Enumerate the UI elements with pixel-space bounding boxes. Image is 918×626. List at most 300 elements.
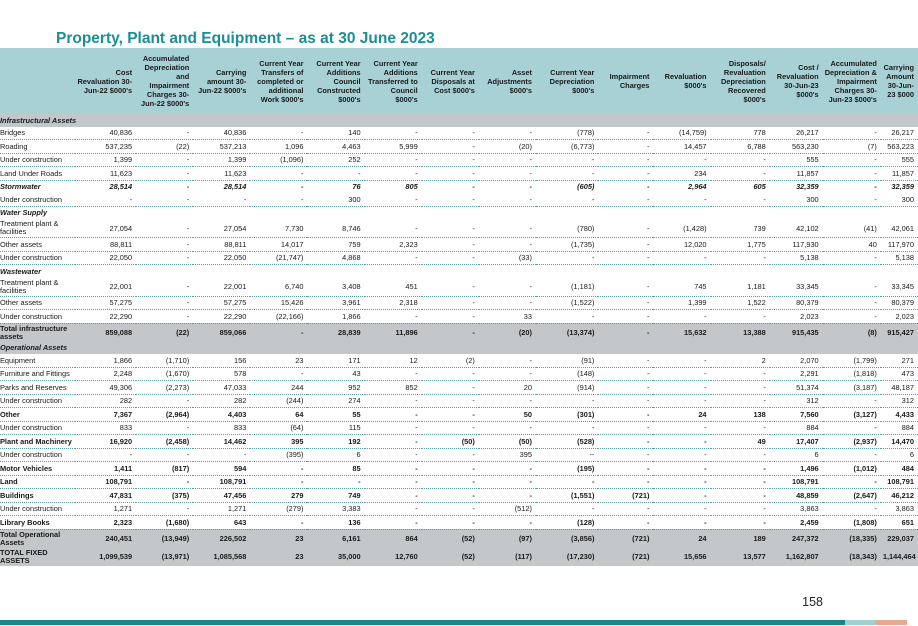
table-cell: 312	[881, 394, 918, 408]
table-cell: 108,791	[770, 475, 823, 489]
table-cell: (22)	[136, 140, 193, 154]
table-cell: -	[711, 516, 770, 530]
table-cell: 395	[250, 435, 307, 449]
table-cell: 5,138	[881, 251, 918, 265]
table-cell: 7,560	[770, 408, 823, 422]
table-cell: (2,937)	[823, 435, 881, 449]
table-cell: -	[479, 354, 536, 367]
table-cell: 852	[365, 381, 422, 395]
table-cell: 1,775	[711, 238, 770, 252]
table-cell: -	[365, 475, 422, 489]
table-cell: (41)	[823, 219, 881, 238]
table-cell: -	[136, 193, 193, 206]
table-cell: (20)	[479, 323, 536, 342]
section-header-row	[0, 265, 918, 278]
table-cell: -	[193, 193, 250, 206]
table-cell: -	[598, 167, 653, 181]
table-cell: 88,811	[75, 238, 136, 252]
table-cell: 5,138	[770, 251, 823, 265]
table-cell: 2,070	[770, 354, 823, 367]
table-cell: -	[823, 251, 881, 265]
table-cell: 271	[881, 354, 918, 367]
table-cell: 140	[307, 127, 364, 140]
table-cell: (50)	[479, 435, 536, 449]
table-cell: -	[136, 394, 193, 408]
table-cell: -	[365, 435, 422, 449]
table-cell: -	[365, 219, 422, 238]
table-cell: (1,670)	[136, 367, 193, 381]
table-cell: -	[823, 475, 881, 489]
table-cell: 229,037	[881, 529, 918, 548]
table-cell: -	[598, 462, 653, 476]
table-cell: (1,735)	[536, 238, 598, 252]
row-label: Plant and Machinery	[0, 435, 75, 449]
table-cell: 274	[307, 394, 364, 408]
table-cell: 605	[753, 182, 766, 192]
table-cell: 22,001	[193, 278, 250, 297]
table-cell: -	[307, 167, 364, 181]
table-cell: -	[653, 367, 710, 381]
table-cell: 759	[307, 238, 364, 252]
table-cell: (1,680)	[136, 516, 193, 530]
table-header-row	[0, 48, 918, 114]
row-label: Bridges	[0, 127, 75, 140]
table-cell: -	[136, 251, 193, 265]
table-cell: 3,863	[770, 502, 823, 516]
table-cell: -	[536, 193, 598, 206]
table-cell: -	[422, 296, 479, 310]
table-cell: 136	[307, 516, 364, 530]
table-cell: 51,374	[770, 381, 823, 395]
table-cell: -	[365, 448, 422, 462]
table-cell: 22,050	[193, 251, 250, 265]
table-cell: (1,710)	[136, 354, 193, 367]
table-cell: 2	[711, 354, 770, 367]
table-cell: 27,054	[75, 219, 136, 238]
table-cell: 651	[881, 516, 918, 530]
table-cell: -	[711, 251, 770, 265]
table-cell: 11,857	[881, 167, 918, 181]
table-cell: 23	[250, 354, 307, 367]
table-cell: 2,323	[75, 516, 136, 530]
table-cell: (2,458)	[136, 435, 193, 449]
table-row	[0, 193, 918, 206]
table-cell: 2,323	[365, 238, 422, 252]
row-label: Treatment plant & facilities	[0, 278, 75, 297]
table-cell: (244)	[250, 394, 307, 408]
table-cell: 14,017	[250, 238, 307, 252]
table-cell: -	[479, 193, 536, 206]
table-cell: -	[422, 421, 479, 435]
table-row	[0, 516, 918, 530]
row-label: Total Operational Assets	[0, 529, 75, 548]
row-label: Other assets	[0, 238, 75, 252]
table-cell: 14,462	[193, 435, 250, 449]
table-cell: (52)	[422, 548, 479, 566]
table-cell: 563,223	[881, 140, 918, 154]
column-header: Current Year Disposals at Cost $000's	[422, 48, 479, 114]
total-row	[0, 323, 918, 342]
table-cell: 1,271	[193, 502, 250, 516]
table-cell: 49	[711, 435, 770, 449]
table-cell: 40,836	[75, 127, 136, 140]
table-cell: 4,868	[307, 251, 364, 265]
row-label: Under construction	[0, 251, 75, 265]
table-cell: 15,426	[250, 296, 307, 310]
table-cell: 7,730	[250, 219, 307, 238]
table-cell: -	[529, 182, 532, 192]
table-cell: 42,102	[770, 219, 823, 238]
table-cell: -	[536, 502, 598, 516]
table-cell: -	[365, 167, 422, 181]
table-cell: -	[711, 462, 770, 476]
table-cell: (3,127)	[823, 408, 881, 422]
table-cell: -	[823, 394, 881, 408]
table-cell: (1,799)	[823, 354, 881, 367]
table-cell: 282	[75, 394, 136, 408]
table-cell: -	[653, 448, 710, 462]
table-cell: (301)	[536, 408, 598, 422]
table-cell: 1,866	[75, 354, 136, 367]
table-cell: -	[598, 310, 653, 324]
row-label: Treatment plant & facilities	[0, 219, 75, 238]
total-row	[0, 548, 918, 566]
table-cell: (1,818)	[823, 367, 881, 381]
table-cell: -	[365, 310, 422, 324]
table-cell: -	[598, 354, 653, 367]
table-cell: -	[136, 238, 193, 252]
table-cell: 5,999	[365, 140, 422, 154]
table-cell: 23	[250, 529, 307, 548]
table-cell: -	[598, 421, 653, 435]
table-cell: -	[653, 502, 710, 516]
table-cell: -	[422, 167, 479, 181]
table-row	[0, 435, 918, 449]
table-cell: 1,399	[75, 153, 136, 167]
table-cell: 1,496	[770, 462, 823, 476]
table-cell: (148)	[536, 367, 598, 381]
table-cell: -	[823, 296, 881, 310]
table-cell: -	[598, 153, 653, 167]
table-cell: 13,388	[711, 323, 770, 342]
table-cell: -	[598, 367, 653, 381]
table-cell: 312	[770, 394, 823, 408]
column-header: Disposals/ Revaluation Depreciation Recovered $000's	[711, 48, 770, 114]
table-cell: 864	[365, 529, 422, 548]
table-cell: (33)	[479, 251, 536, 265]
table-cell: 14,470	[881, 435, 918, 449]
table-cell: (395)	[250, 448, 307, 462]
table-cell: -	[422, 408, 479, 422]
table-cell: -	[422, 502, 479, 516]
table-cell: -	[365, 462, 422, 476]
table-cell: -	[479, 153, 536, 167]
table-cell: -	[479, 219, 536, 238]
table-cell: -	[598, 127, 653, 140]
table-cell: 451	[365, 278, 422, 297]
table-cell: 226,502	[193, 529, 250, 548]
page-number: 158	[802, 595, 823, 609]
table-cell: -	[365, 127, 422, 140]
table-cell: -	[536, 421, 598, 435]
table-cell: -	[598, 251, 653, 265]
table-cell: (13,374)	[536, 323, 598, 342]
table-cell: (13,949)	[136, 529, 193, 548]
table-cell: -	[301, 182, 304, 192]
table-cell: 2,023	[770, 310, 823, 324]
table-cell: 24	[653, 408, 710, 422]
table-cell: -	[136, 421, 193, 435]
table-cell: 85	[307, 462, 364, 476]
table-cell: -	[422, 462, 479, 476]
table-cell: 40	[823, 238, 881, 252]
table-cell: -	[823, 278, 881, 297]
row-label: Motor Vehicles	[0, 462, 75, 476]
table-cell: 50	[479, 408, 536, 422]
table-cell: 47,456	[193, 489, 250, 503]
row-label: Operational Assets	[0, 342, 918, 355]
row-label: Under construction	[0, 448, 75, 462]
table-cell: (50)	[422, 435, 479, 449]
table-cell: -	[479, 238, 536, 252]
table-cell: 739	[711, 219, 770, 238]
table-cell: -	[250, 167, 307, 181]
table-cell: -	[365, 516, 422, 530]
table-cell: (21,747)	[250, 251, 307, 265]
table-cell: -	[479, 475, 536, 489]
table-cell: 33,345	[881, 278, 918, 297]
table-cell: 563,230	[770, 140, 823, 154]
row-label: Other	[0, 408, 75, 422]
table-cell: 117,970	[881, 238, 918, 252]
table-cell: 108,791	[881, 475, 918, 489]
table-cell: 117,930	[770, 238, 823, 252]
table-cell: 171	[307, 354, 364, 367]
row-label: Furniture and Fittings	[0, 367, 75, 381]
table-cell: -	[598, 323, 653, 342]
table-cell: 20	[479, 381, 536, 395]
column-header: Carrying Amount 30-Jun-23 $000	[881, 48, 918, 114]
table-cell: (780)	[536, 219, 598, 238]
table-cell: 13,577	[711, 548, 770, 566]
table-row	[0, 502, 918, 516]
table-cell: -	[711, 475, 770, 489]
table-cell: (64)	[250, 421, 307, 435]
table-cell: 55	[307, 408, 364, 422]
table-cell: 537,235	[75, 140, 136, 154]
table-cell: -	[422, 323, 479, 342]
table-cell: -	[422, 238, 479, 252]
table-cell: -	[536, 475, 598, 489]
table-cell: -	[479, 167, 536, 181]
table-cell: 11,857	[770, 167, 823, 181]
table-cell: 594	[193, 462, 250, 476]
table-cell: (279)	[250, 502, 307, 516]
table-cell: (1,428)	[653, 219, 710, 238]
table-cell: 138	[711, 408, 770, 422]
table-cell: (1,012)	[823, 462, 881, 476]
table-cell: 3,383	[307, 502, 364, 516]
table-cell: -	[422, 278, 479, 297]
table-cell: -	[874, 182, 877, 192]
table-cell: (22)	[136, 323, 193, 342]
table-cell: -	[250, 127, 307, 140]
table-cell: 48,859	[770, 489, 823, 503]
table-cell: -	[711, 367, 770, 381]
table-cell: -	[711, 193, 770, 206]
row-label: Buildings	[0, 489, 75, 503]
table-cell: 28,514	[223, 182, 247, 192]
table-cell: -	[422, 310, 479, 324]
column-header: Current Year Additions Council Constructed $000's	[307, 48, 364, 114]
table-cell: -	[136, 219, 193, 238]
table-cell: 76	[352, 182, 361, 192]
table-cell: -	[598, 435, 653, 449]
table-cell: 1,096	[250, 140, 307, 154]
table-cell: (20)	[479, 140, 536, 154]
table-cell: 28,839	[307, 323, 364, 342]
table-cell: 11,896	[365, 323, 422, 342]
table-cell: 189	[711, 529, 770, 548]
table-cell: 47,033	[193, 381, 250, 395]
table-cell: (17,230)	[536, 548, 598, 566]
table-row	[0, 354, 918, 367]
table-cell: -	[653, 193, 710, 206]
total-row	[0, 529, 918, 548]
table-cell: -	[598, 219, 653, 238]
table-cell: 32,359	[891, 182, 914, 192]
table-cell: 1,399	[193, 153, 250, 167]
table-cell: (2,647)	[823, 489, 881, 503]
table-cell: -	[422, 475, 479, 489]
column-header: Cost / Revaluation 30-Jun-23 $000's	[770, 48, 823, 114]
table-cell: 952	[307, 381, 364, 395]
table-cell: -	[75, 193, 136, 206]
table-cell: -	[479, 462, 536, 476]
table-cell: 473	[881, 367, 918, 381]
table-row	[0, 408, 918, 422]
table-cell: 28,514	[109, 182, 133, 192]
table-cell: -	[653, 462, 710, 476]
table-cell: -	[422, 448, 479, 462]
table-cell: 1,399	[653, 296, 710, 310]
table-cell: 1,085,568	[193, 548, 250, 566]
table-cell: -	[365, 367, 422, 381]
table-cell: -	[479, 296, 536, 310]
table-cell: 395	[479, 448, 536, 462]
table-cell: -	[365, 408, 422, 422]
table-cell: 80,379	[770, 296, 823, 310]
table-cell: 6,788	[711, 140, 770, 154]
table-cell: 16,920	[75, 435, 136, 449]
table-cell: 22,290	[75, 310, 136, 324]
table-cell: --	[536, 448, 598, 462]
row-label: TOTAL FIXED ASSETS	[0, 548, 75, 566]
table-cell: 1,181	[711, 278, 770, 297]
table-cell: (8)	[823, 323, 881, 342]
table-row	[0, 238, 918, 252]
table-cell: 4,403	[193, 408, 250, 422]
table-cell: 2,023	[881, 310, 918, 324]
section-header-row	[0, 342, 918, 355]
table-cell: -	[472, 182, 475, 192]
row-label: Under construction	[0, 421, 75, 435]
table-cell: -	[422, 367, 479, 381]
table-cell: 17,407	[770, 435, 823, 449]
table-cell: (22,166)	[250, 310, 307, 324]
row-label: Total infrastructure assets	[0, 323, 75, 342]
table-cell: 300	[881, 193, 918, 206]
table-cell: -	[536, 394, 598, 408]
table-cell: 47,831	[75, 489, 136, 503]
table-cell: 23	[250, 548, 307, 566]
table-row	[0, 153, 918, 167]
table-cell: (97)	[479, 529, 536, 548]
table-cell: -	[136, 502, 193, 516]
table-cell: 1,866	[307, 310, 364, 324]
table-cell: -	[711, 502, 770, 516]
table-cell: 252	[307, 153, 364, 167]
row-label: Land Under Roads	[0, 167, 75, 181]
table-cell: -	[136, 167, 193, 181]
table-cell: -	[422, 193, 479, 206]
table-cell: (1,181)	[536, 278, 598, 297]
table-cell: -	[536, 310, 598, 324]
table-cell: 33,345	[770, 278, 823, 297]
table-cell: 247,372	[770, 529, 823, 548]
table-cell: 6	[881, 448, 918, 462]
ppe-table	[0, 48, 918, 566]
table-cell: (528)	[536, 435, 598, 449]
column-header: Current Year Transfers of completed or additional Work $000's	[250, 48, 307, 114]
table-row	[0, 421, 918, 435]
table-cell: -	[653, 153, 710, 167]
table-cell: (817)	[136, 462, 193, 476]
table-row	[0, 167, 918, 181]
table-cell: -	[250, 367, 307, 381]
table-cell: (721)	[598, 529, 653, 548]
row-label: Water Supply	[0, 208, 48, 218]
table-cell: (2)	[422, 354, 479, 367]
table-cell: -	[193, 448, 250, 462]
table-cell: 49,306	[75, 381, 136, 395]
column-header: Asset Adjustments $000's	[479, 48, 536, 114]
table-cell: 42,061	[881, 219, 918, 238]
table-cell: 33	[479, 310, 536, 324]
row-label: Equipment	[0, 354, 75, 367]
table-cell: -	[365, 193, 422, 206]
table-cell: 833	[75, 421, 136, 435]
table-cell: (3,187)	[823, 381, 881, 395]
table-cell: -	[479, 394, 536, 408]
table-cell: -	[250, 462, 307, 476]
table-cell: -	[136, 448, 193, 462]
row-label: Library Books	[0, 516, 75, 530]
table-cell: -	[422, 489, 479, 503]
table-cell: 12,020	[653, 238, 710, 252]
table-cell: (128)	[536, 516, 598, 530]
table-cell: 884	[881, 421, 918, 435]
table-cell: 555	[881, 153, 918, 167]
table-cell: 22,001	[75, 278, 136, 297]
table-cell: 300	[307, 193, 364, 206]
table-cell: -	[823, 167, 881, 181]
row-label: Under construction	[0, 502, 75, 516]
column-header: Revaluation $000's	[653, 48, 710, 114]
column-header: Carrying amount 30-Jun-22 $000's	[193, 48, 250, 114]
table-cell: -	[422, 140, 479, 154]
table-row	[0, 462, 918, 476]
